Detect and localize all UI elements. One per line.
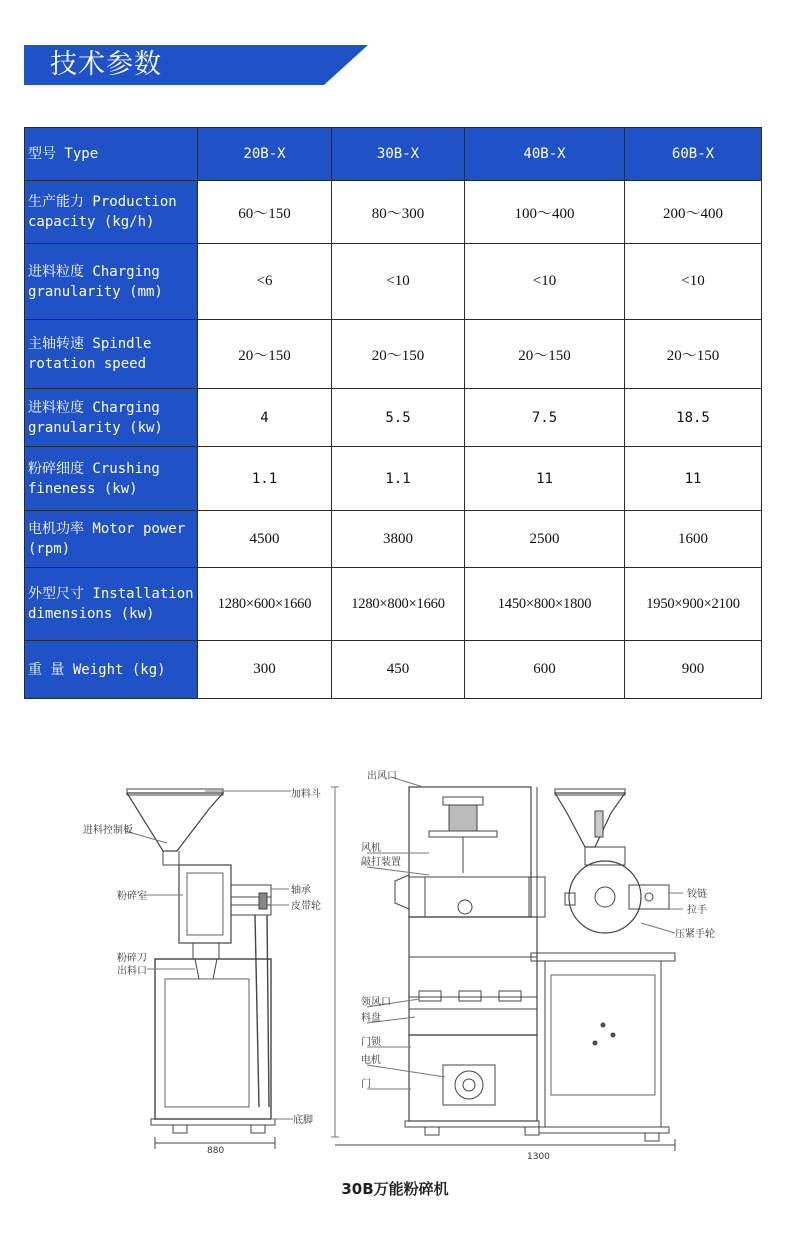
cell-value: 100～400 xyxy=(465,181,625,244)
cell-value: 600 xyxy=(465,641,625,699)
cell-value: 1950×900×2100 xyxy=(625,568,762,641)
table-row xyxy=(25,181,762,244)
label-press-handwheel: 压紧手轮 xyxy=(675,929,715,940)
cell-value: 5.5 xyxy=(332,389,465,447)
table-row xyxy=(25,447,762,511)
section-banner xyxy=(24,45,368,85)
table-row xyxy=(25,244,762,320)
label-base-foot: 底脚 xyxy=(293,1115,313,1126)
cell-value: 20～150 xyxy=(332,320,465,389)
row-label: 生产能力 Production capacity (kg/h) xyxy=(25,181,198,244)
label-belt-pulley: 皮带轮 xyxy=(291,901,321,912)
cell-value: 1600 xyxy=(625,511,762,568)
cell-value: 200～400 xyxy=(625,181,762,244)
cell-value: 4500 xyxy=(198,511,332,568)
cell-value: 1.1 xyxy=(332,447,465,511)
cell-value: 1280×600×1660 xyxy=(198,568,332,641)
section-title: 技术参数 xyxy=(50,49,162,80)
cell-value: 900 xyxy=(625,641,762,699)
cell-value: 4 xyxy=(198,389,332,447)
cell-value: <6 xyxy=(198,244,332,320)
label-feed-hopper: 加料斗 xyxy=(291,789,321,800)
label-crushing-chamber: 粉碎室 xyxy=(117,891,147,902)
row-label: 进料粒度 Charging granularity (kw) xyxy=(25,389,198,447)
row-label: 主轴转速 Spindle rotation speed xyxy=(25,320,198,389)
machine-drawing xyxy=(55,747,735,1217)
table-row xyxy=(25,641,762,699)
spec-table xyxy=(24,127,762,699)
label-motor: 电机 xyxy=(361,1055,381,1066)
row-label: 电机功率 Motor power (rpm) xyxy=(25,511,198,568)
label-door: 门 xyxy=(361,1079,371,1090)
cell-value: 1.1 xyxy=(198,447,332,511)
table-row xyxy=(25,320,762,389)
cell-value: 20～150 xyxy=(625,320,762,389)
model-header: 20B-X xyxy=(198,128,332,181)
drawing-caption: 30B万能粉碎机 xyxy=(341,1180,449,1198)
label-bearing: 轴承 xyxy=(291,885,311,896)
cell-value: 450 xyxy=(332,641,465,699)
cell-value: 2500 xyxy=(465,511,625,568)
cell-value: 7.5 xyxy=(465,389,625,447)
row-label: 外型尺寸 Installation dimensions (kw) xyxy=(25,568,198,641)
label-fan: 风机 xyxy=(361,843,381,854)
label-air-outlet: 出风口 xyxy=(367,771,397,782)
row-label: 重 量 Weight (kg) xyxy=(25,641,198,699)
cell-value: 80～300 xyxy=(332,181,465,244)
drawing-svg xyxy=(55,747,735,1177)
model-header: 60B-X xyxy=(625,128,762,181)
cell-value: 20～150 xyxy=(465,320,625,389)
cell-value: 11 xyxy=(625,447,762,511)
label-feed-control: 进料控制板 xyxy=(83,825,133,836)
label-handle: 拉手 xyxy=(687,905,707,916)
row-label: 粉碎细度 Crushing fineness (kw) xyxy=(25,447,198,511)
label-hinge: 铰链 xyxy=(687,889,707,900)
cell-value: <10 xyxy=(465,244,625,320)
cell-value: 18.5 xyxy=(625,389,762,447)
dimension-880: 880 xyxy=(207,1146,225,1156)
cell-value: 20～150 xyxy=(198,320,332,389)
left-view xyxy=(125,789,293,1149)
table-row xyxy=(25,511,762,568)
cell-value: 1450×800×1800 xyxy=(465,568,625,641)
header-label: 型号 Type xyxy=(25,128,198,181)
table-row xyxy=(25,568,762,641)
dimension-1300: 1300 xyxy=(527,1152,550,1162)
right-view xyxy=(531,789,683,1141)
table-header-row xyxy=(25,128,762,181)
cell-value: 11 xyxy=(465,447,625,511)
cell-value: 60～150 xyxy=(198,181,332,244)
label-air-inlet: 领风口 xyxy=(361,997,391,1008)
model-header: 30B-X xyxy=(332,128,465,181)
cell-value: <10 xyxy=(332,244,465,320)
cell-value: 1280×800×1660 xyxy=(332,568,465,641)
cell-value: 3800 xyxy=(332,511,465,568)
label-crushing-blade: 粉碎刀 xyxy=(117,953,147,964)
table-row xyxy=(25,389,762,447)
label-tray: 料盘 xyxy=(361,1013,381,1024)
label-discharge-port: 出料口 xyxy=(117,966,147,977)
label-beating-device: 敲打装置 xyxy=(361,857,401,868)
row-label: 进料粒度 Charging granularity (mm) xyxy=(25,244,198,320)
cell-value: 300 xyxy=(198,641,332,699)
label-door-lock: 门锁 xyxy=(361,1037,381,1048)
cell-value: <10 xyxy=(625,244,762,320)
model-header: 40B-X xyxy=(465,128,625,181)
